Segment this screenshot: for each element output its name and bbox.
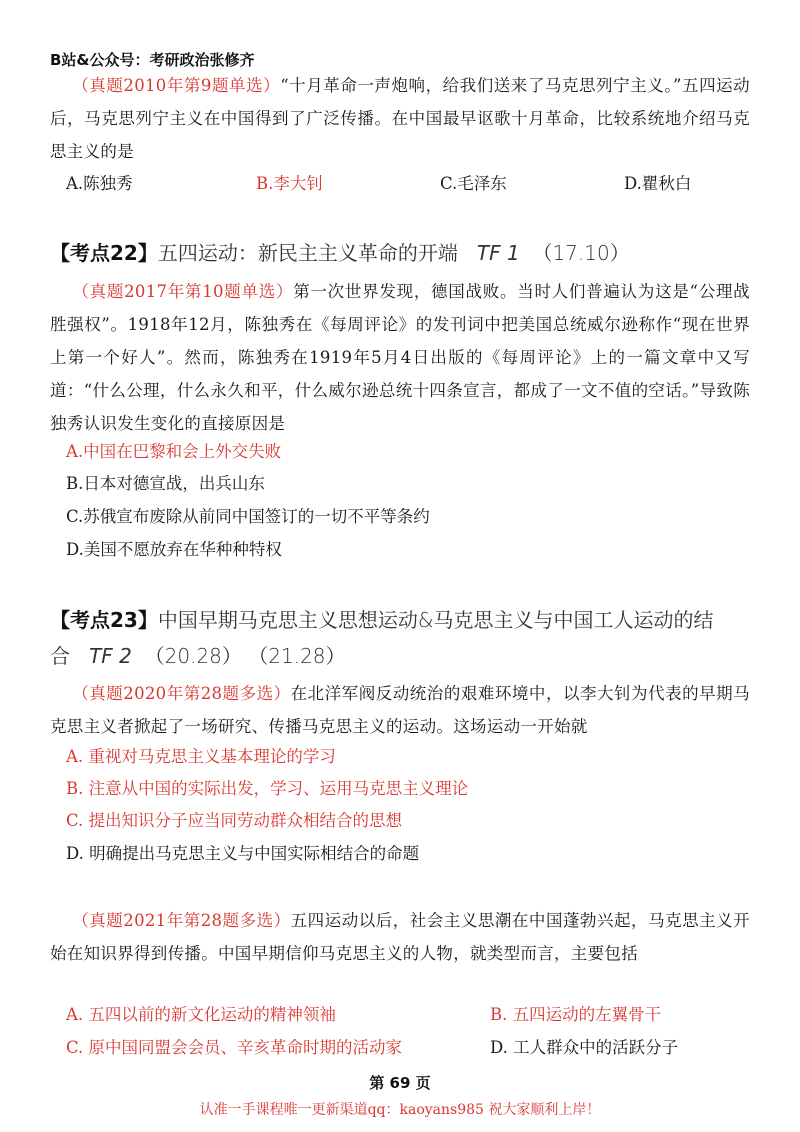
question-3 <box>50 677 750 743</box>
q3-option-c: C. 提出知识分子应当同劳动群众相结合的思想 <box>66 811 403 830</box>
section-22-title: 五四运动：新民主主义革命的开端 <box>157 241 458 265</box>
section-22-heading <box>50 236 770 270</box>
footer-notice: 认准一手课程唯一更新渠道qq：kaoyans985 祝大家顺利上岸！ <box>199 1102 601 1118</box>
question-4-text: 五四运动以后，社会主义思潮在中国蓬勃兴起，马克思主义开始在知识界得到传播。中国早期信仰马克思主义的人物，就类型而言，主要包括 <box>50 911 750 963</box>
q1-option-a: A.陈独秀 <box>66 174 133 193</box>
q4-option-c: C. 原中国同盟会会员、辛亥革命时期的活动家 <box>66 1038 403 1057</box>
question-4 <box>50 904 750 970</box>
section-22-years: （17.10） <box>532 241 630 265</box>
question-1-tag: （真题2010年第9题单选） <box>72 76 281 95</box>
q2-option-d: D.美国不愿放弃在华种种特权 <box>66 540 282 559</box>
question-1 <box>50 69 750 168</box>
section-23-label: 【考点23】 <box>50 608 158 632</box>
q3-option-a: A. 重视对马克思主义基本理论的学习 <box>66 747 336 766</box>
q2-option-a: A.中国在巴黎和会上外交失败 <box>66 442 282 461</box>
section-22-tf: TF 1 <box>476 241 520 265</box>
q1-option-c: C.毛泽东 <box>440 174 507 193</box>
section-23-tf: TF 2 <box>89 644 132 668</box>
q4-option-b: B. 五四运动的左翼骨干 <box>490 1005 662 1024</box>
question-2-tag: （真题2017年第10题单选） <box>72 282 294 301</box>
q2-option-c: C.苏俄宣布废除从前同中国签订的一切不平等条约 <box>66 507 430 526</box>
question-3-tag: （真题2020年第28题多选） <box>72 684 291 703</box>
q3-option-d: D. 明确提出马克思主义与中国实际相结合的命题 <box>66 844 420 863</box>
section-22-label: 【考点22】 <box>50 241 158 265</box>
question-4-tag: （真题2021年第28题多选） <box>72 911 291 930</box>
page-number: 第 69 页 <box>369 1074 431 1092</box>
q2-option-b: B.日本对德宣战，出兵山东 <box>66 474 265 493</box>
q3-option-b: B. 注意从中国的实际出发，学习、运用马克思主义理论 <box>66 779 469 798</box>
q4-option-a: A. 五四以前的新文化运动的精神领袖 <box>66 1005 336 1024</box>
question-3-text: 在北洋军阀反动统治的艰难环境中，以李大钊为代表的早期马克思主义者掀起了一场研究、传播马克思主义的运动。这场运动一开始就 <box>50 684 750 736</box>
question-1-text: “十月革命一声炮响，给我们送来了马克思列宁主义。”五四运动后，马克思列宁主义在中国得到了广泛传播。在中国最早讴歌十月革命，比较系统地介绍马克思主义的是 <box>50 76 750 161</box>
question-2-text: 第一次世界发现，德国战败。当时人们普遍认为这是“公理战胜强权”。1918年12月，陈独秀在《每周评论》的发刊词中把美国总统威尔逊称作“现在世界上第一个好人”。然而，陈独秀在1919年5月4日出版的《每周评论》上的一篇文章中又写道：“什么公理，什么永久和平，什么威尔逊总统十四条宣言，都成了一文不值的空话。”导致陈独秀认识发生变化的直接原因是 <box>50 282 750 433</box>
q1-option-b: B.李大钊 <box>256 174 323 193</box>
section-23-years: （20.28） （21.28） <box>144 644 346 668</box>
question-2 <box>50 275 750 440</box>
q4-option-d: D. 工人群众中的活跃分子 <box>490 1038 679 1057</box>
page-header: B站&公众号：考研政治张修齐 <box>50 51 255 69</box>
section-23-title: 中国早期马克思主义思想运动&马克思主义与中国工人运动的结合 <box>50 608 714 668</box>
q1-option-d: D.瞿秋白 <box>624 174 692 193</box>
section-23-heading <box>50 602 770 674</box>
